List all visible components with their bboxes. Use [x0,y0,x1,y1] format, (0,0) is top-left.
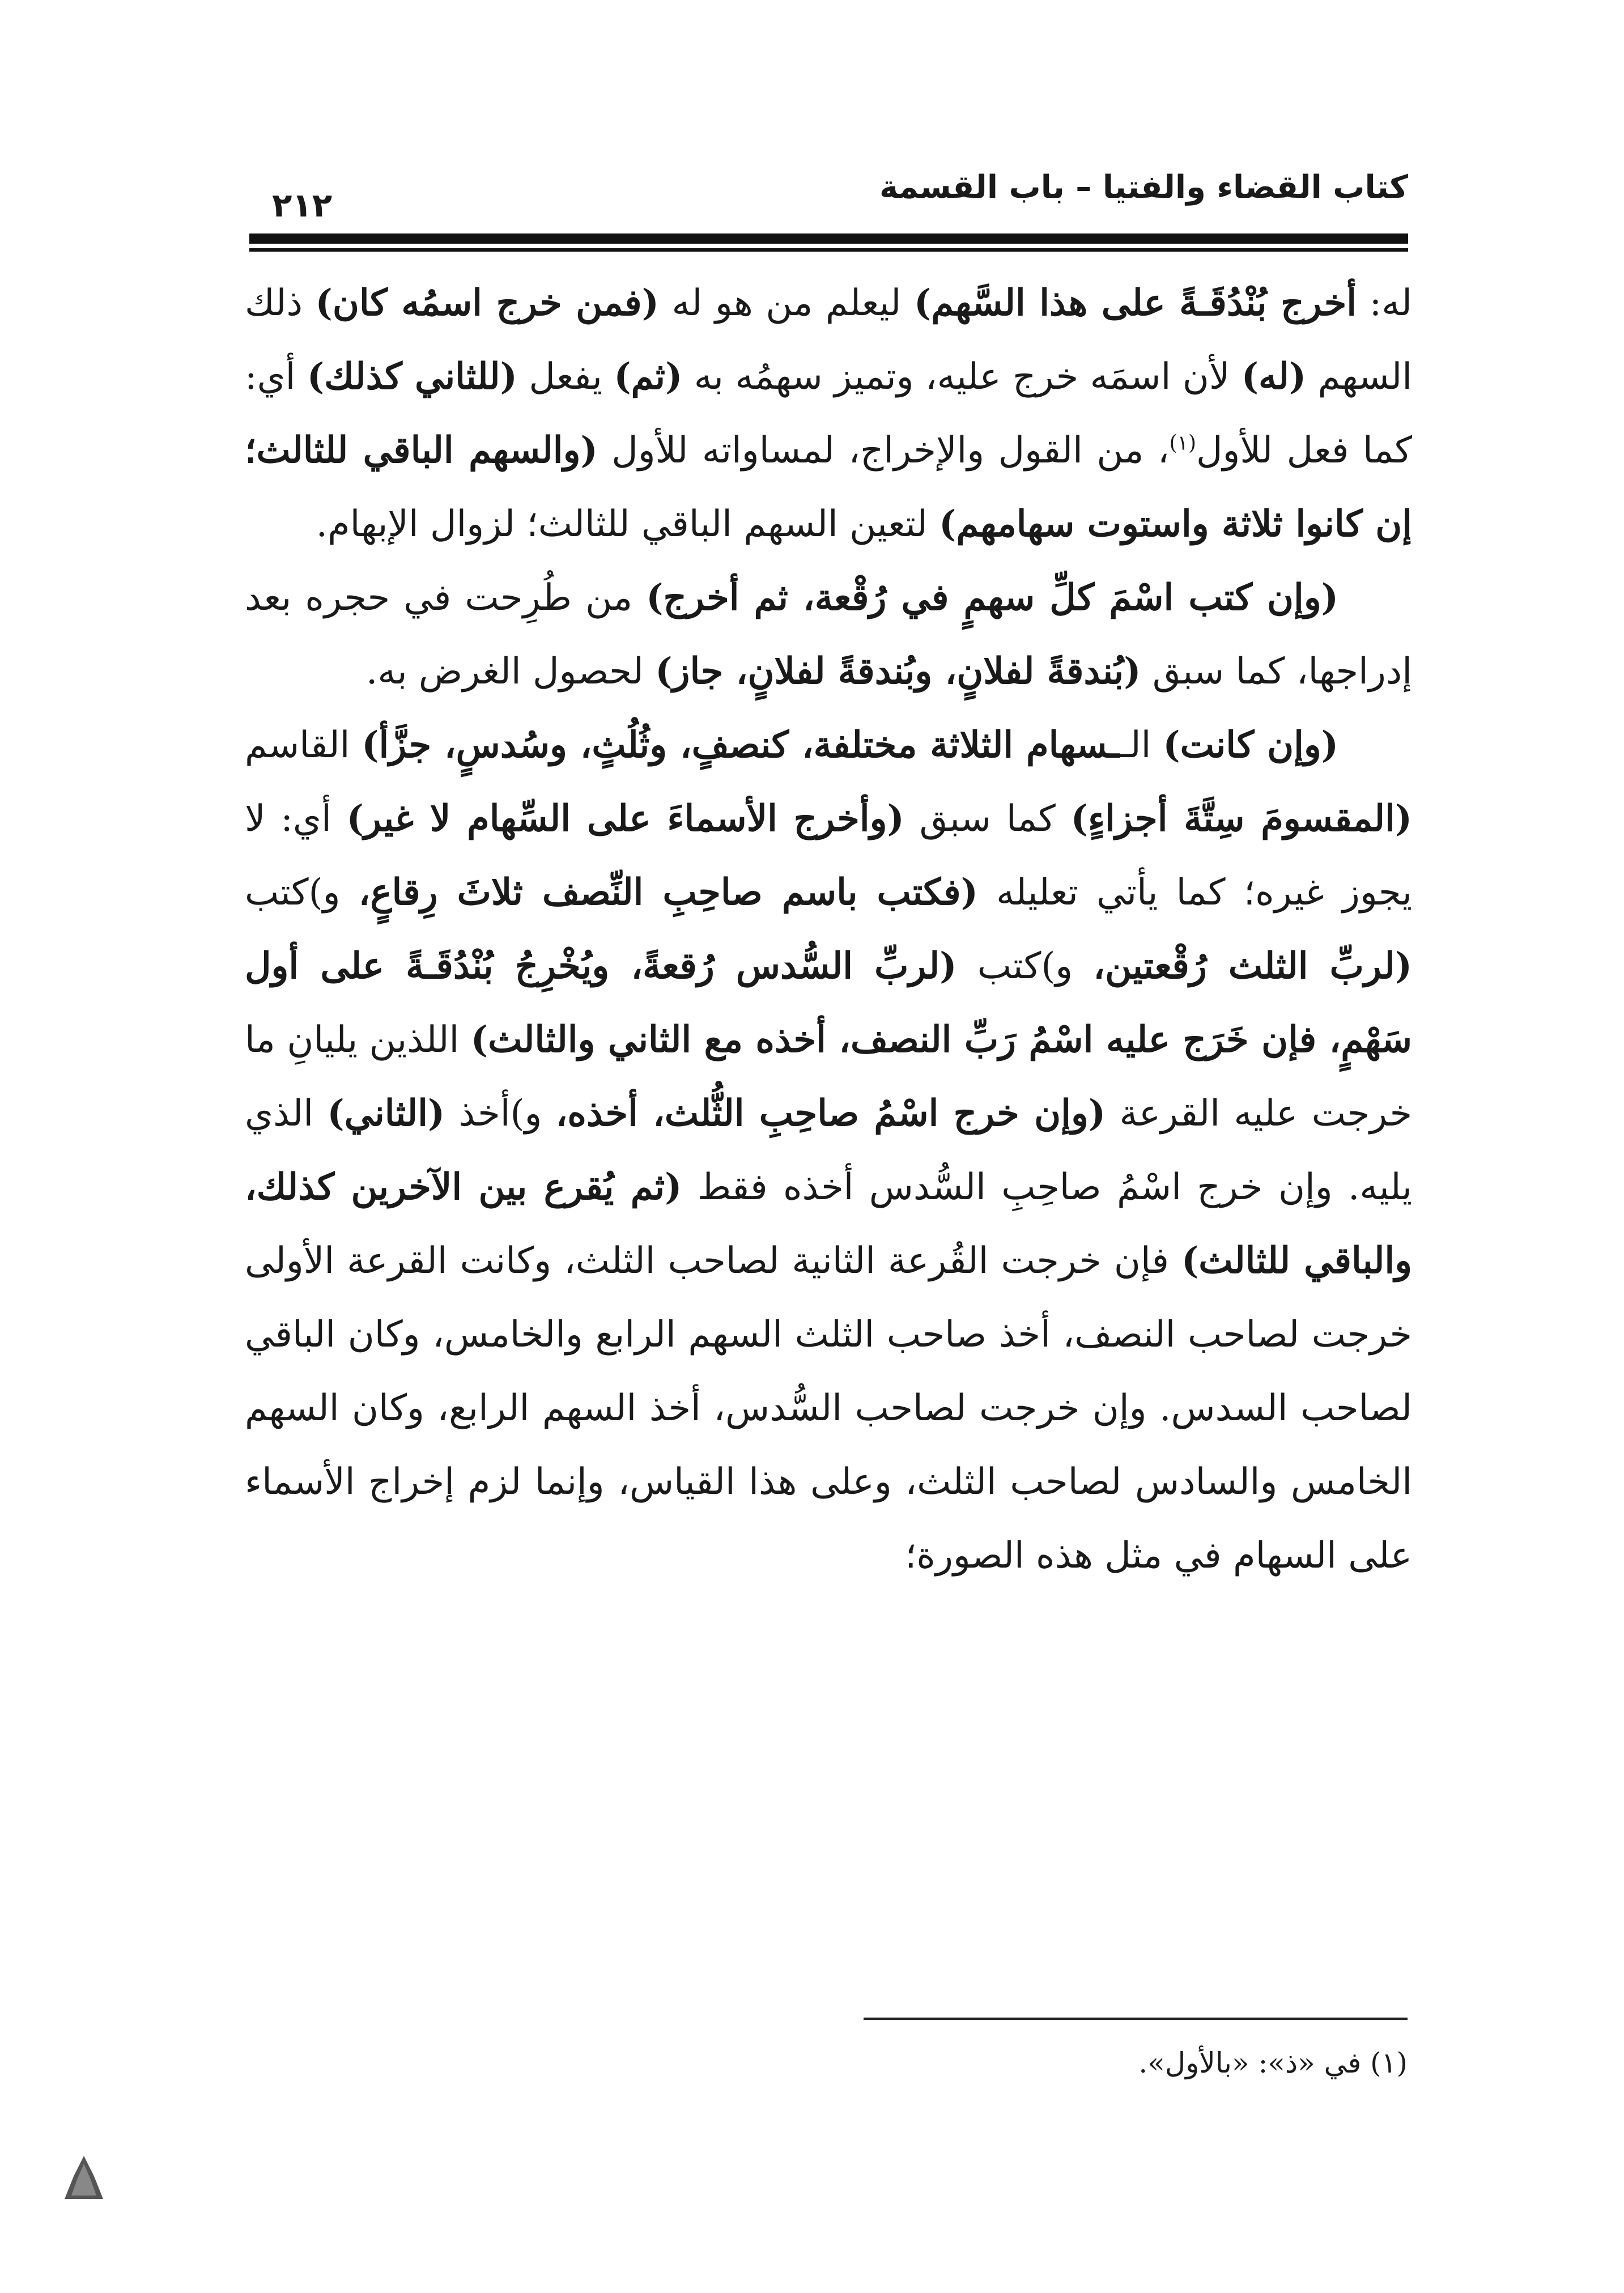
quoted-matn-text: (له) [1241,355,1307,398]
commentary-text: كما سبق [904,798,1071,840]
commentary-text: أي: كما فعل للأول [245,356,1413,472]
quoted-matn-text: (ثم يُقرع بين الآخرين كذلك، والباقي للثالث) [245,1166,1413,1282]
commentary-text: و)كتب [956,945,1094,987]
commentary-text: القاسم [245,724,362,766]
quoted-matn-text: (وإن كانت) [1163,724,1339,766]
quoted-matn-text: أخرج بُنْدُقَـةً على هذا السَّهم) [913,282,1357,324]
quoted-matn-text: (الثاني) [327,1092,445,1135]
commentary-text: ذلك السهم [245,282,1413,398]
quoted-matn-text: (لربِّ الثلث رُقْعتين، [1093,945,1413,987]
running-header [249,153,1408,232]
main-text [245,266,1412,1989]
quoted-matn-text: (بُندقةً لفلانٍ، وبُندقةً لفلانٍ، جاز) [655,650,1141,693]
quoted-matn-text: ـسهام الثلاثة مختلفة، كنصفٍ، وثُلُثٍ، وسُدسٍ، جزَّأ) [362,724,1120,766]
paragraph-2 [245,561,1412,708]
header-rule-thick [249,233,1408,244]
footnote-reference: (١) [1169,431,1196,455]
quoted-matn-text: (وأخرج الأسماءَ على السِّهام لا غير) [346,797,904,840]
commentary-text: يفعل [517,356,614,398]
paragraph-3 [245,708,1412,1593]
quoted-matn-text: (ثم) [614,355,683,398]
commentary-text: و)كتب [245,872,359,914]
quoted-matn-text: (للثاني كذلك) [307,355,517,398]
quoted-matn-text: (وإن خرج اسْمُ صاحِبِ الثُّلث، أخذه، [555,1092,1106,1135]
commentary-text: اللذين يليانِ ما خرجت عليه القرعة [245,1019,1413,1135]
commentary-text: لحصول الغرض به. [366,651,656,693]
commentary-text: ليعلم من هو له [658,282,914,324]
quoted-matn-text: (والسهم الباقي للثالث؛ إن كانوا ثلاثة واستوت سهامهم) [245,429,1412,545]
commentary-text: فإن خرجت القُرعة الثانية لصاحب الثلث، وكانت القرعة الأولى خرجت لصاحب النصف، أخذ صاحب الثلث السهم الرابع والخامس، وكان الباقي لصاحب السدس. وإن خرجت لصاحب السُّدس، أخذ السهم الرابع، وكان السهم الخامس والسادس لصاحب الثلث، وعلى هذا القياس، وإنما لزم إخراج الأسماء على السهام في مثل هذه الصورة؛ [245,1240,1412,1577]
quoted-matn-text: (المقسومَ سِتَّةَ أجزاءٍ) [1070,797,1413,840]
running-title: كتاب القضاء والفتيا – باب القسمة [879,169,1408,206]
commentary-text: و)أخذ [445,1093,556,1135]
page-corner-mark-icon [61,2154,107,2202]
commentary-text: له: [1357,282,1413,324]
footnote: (١) في «ذ»: «بالأول». [1138,2046,1408,2079]
commentary-text: من طُرِحت في حجره بعد إدراجها، كما سبق [245,577,1412,693]
quoted-matn-text: (لربِّ السُّدس رُقعةً، ويُخْرِجُ بُنْدُقَـةً على أول سَهْمٍ، فإن خَرَج عليه اسْمُ رَبِّ النصف، أخذه مع الثاني والثالث) [245,945,1413,1061]
header-rule-thin [249,248,1408,252]
page-number: ٢١٢ [272,186,333,224]
footnote-separator [864,2018,1408,2020]
commentary-text: لأن اسمَه خرج عليه، وتميز سهمُه به [682,356,1242,398]
commentary-text: الـ [1119,724,1163,766]
quoted-matn-text: (فمن خرج اسمُه كان) [315,282,659,324]
commentary-text: الذي يليه. وإن خرج اسْمُ صاحِبِ السُّدس أخذه فقط [245,1093,1413,1208]
commentary-text: ، من القول والإخراج، لمساواته للأول [597,430,1170,472]
quoted-matn-text: (فكتب باسم صاحِبِ النِّصف ثلاثَ رِقاعٍ، [358,871,978,914]
commentary-text: أي: لا يجوز غيره؛ كما يأتي تعليله [245,798,1413,914]
commentary-text: لتعين السهم الباقي للثالث؛ لزوال الإبهام. [316,503,939,545]
paragraph-1 [245,266,1412,561]
quoted-matn-text: (وإن كتب اسْمَ كلِّ سهمٍ في رُقْعة، ثم أخرج) [646,576,1339,619]
